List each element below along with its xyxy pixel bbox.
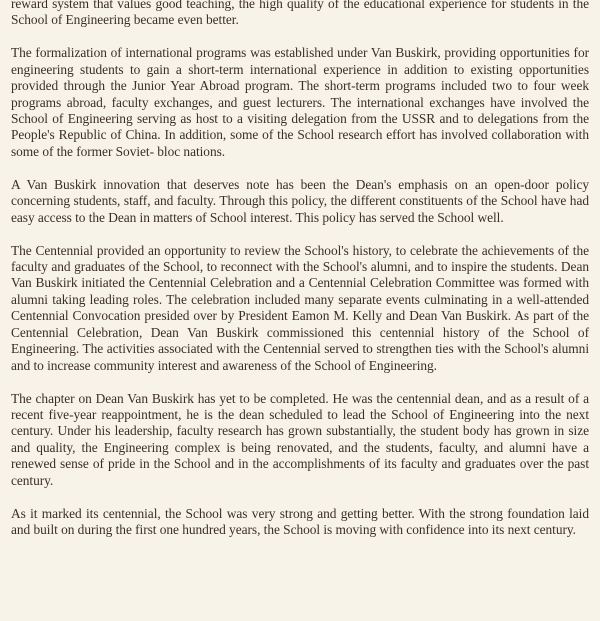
paragraph-dean-chapter: The chapter on Dean Van Buskirk has yet to be completed. He was the centennial dean, and as a result of a recent five-year reappointment, he is the dean scheduled to lead the School of Engineering into the next century. Under his leadership, faculty research has grown substantially, the student body has grown in size and quality, the Engineering complex is being renovated, and the students, faculty, and alumni have a renewed sense of pride in the School and in the accomplishments of its faculty and graduates over the past century. xyxy=(11,390,589,488)
paragraph-conclusion: As it marked its centennial, the School was very strong and getting better. With the strong foundation laid and built on during the first one hundred years, the School is moving with confidence into its next century. xyxy=(11,505,589,537)
paragraph-centennial: The Centennial provided an opportunity to review the School's history, to celebrate the achievements of the faculty and graduates of the School, to reconnect with the School's alumni, and to inspire the students. Dean Van Buskirk initiated the Centennial Celebration and a Centennial Celebration Committee was formed with alumni taking leading roles. The celebration included many separate events culminating in a well-attended Centennial Convocation presided over by President Eamon M. Kelly and Dean Van Buskirk. As part of the Centennial Celebration, Dean Van Buskirk commissioned this centennial history of the School of Engineering. The activities associated with the Centennial served to strengthen ties with the School's alumni and to increase community interest and awareness of the School of Engineering. xyxy=(11,242,589,373)
paragraph-open-door-policy: A Van Buskirk innovation that deserves note has been the Dean's emphasis on an open-door policy concerning students, staff, and faculty. Through this policy, the different constituents of the School have had easy access to the Dean in matters of School interest. This policy has served the School well. xyxy=(11,176,589,225)
paragraph-international-programs: The formalization of international programs was established under Van Buskirk, providing opportunities for engineering students to gain a short-term international experience in addition to existing opportunities provided through the Junior Year Abroad program. The short-term programs included two to four week programs abroad, faculty exchanges, and guest lecturers. The international exchanges have involved the School of Engineering serving as host to a visiting delegation from the USSR and to delegations from the People's Republic of China. In addition, some of the School research effort has involved collaboration with some of the former Soviet- bloc nations. xyxy=(11,45,589,159)
paragraph-teaching-reward: reward system that values good teaching, the high quality of the educational experience for students in the School of Engineering became even better. xyxy=(11,0,589,28)
